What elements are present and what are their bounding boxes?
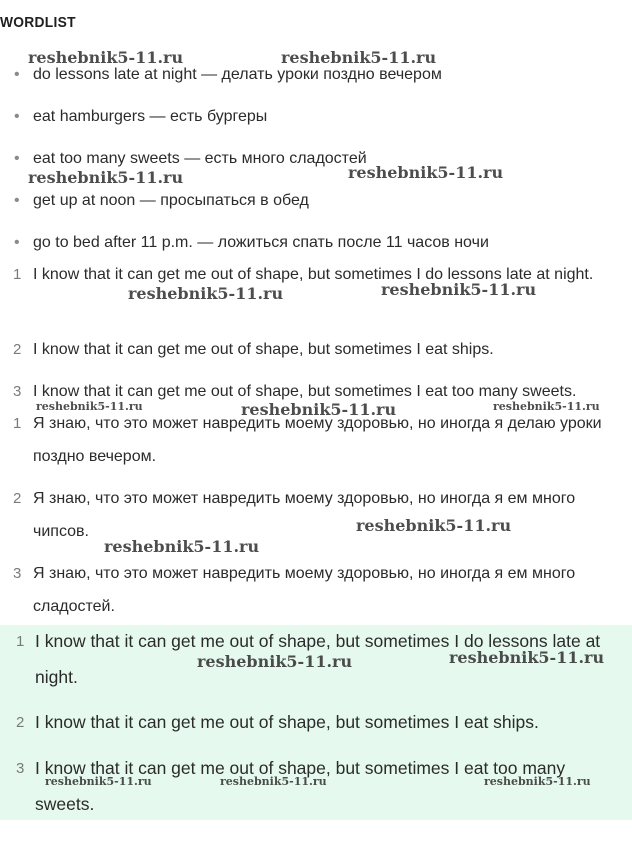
sentence-number: 2 xyxy=(16,714,25,731)
sentence-text: I know that it can get me out of shape, but sometimes I do lessons late at night. xyxy=(33,266,594,283)
sentence-text: Я знаю, что это может навредить моему здоровью, но иногда я делаю уроки поздно вечером. xyxy=(33,415,602,465)
watermark: reshebnik5-11.ru xyxy=(104,537,260,556)
sentence-number: 3 xyxy=(13,383,22,400)
sentence-text: Я знаю, что это может навредить моему здоровью, но иногда я ем много чипсов. xyxy=(33,490,576,540)
watermark: reshebnik5-11.ru xyxy=(220,775,327,788)
sentence-number: 1 xyxy=(13,266,22,283)
bullet-icon: • xyxy=(14,108,20,125)
sentence-text: I know that it can get me out of shape, but sometimes I eat ships. xyxy=(33,341,494,358)
sentence-number: 3 xyxy=(13,565,22,582)
watermark: reshebnik5-11.ru xyxy=(241,400,397,419)
bullet-icon: • xyxy=(14,192,20,209)
wordlist-item-text: get up at noon — просыпаться в обед xyxy=(33,192,309,209)
watermark: reshebnik5-11.ru xyxy=(45,775,152,788)
watermark: reshebnik5-11.ru xyxy=(128,284,284,303)
watermark: reshebnik5-11.ru xyxy=(356,516,512,535)
wordlist-item-text: go to bed after 11 p.m. — ложиться спать после 11 часов ночи xyxy=(33,234,489,251)
sentence-number: 3 xyxy=(16,760,25,777)
sentence-text: Я знаю, что это может навредить моему здоровью, но иногда я ем много сладостей. xyxy=(33,565,576,615)
bullet-icon: • xyxy=(14,150,20,167)
bullet-icon: • xyxy=(14,66,20,83)
sentence-text: I know that it can get me out of shape, but sometimes I eat too many sweets. xyxy=(33,383,577,400)
wordlist-heading: WORDLIST xyxy=(0,14,76,31)
watermark: reshebnik5-11.ru xyxy=(281,48,437,67)
sentence-text: I know that it can get me out of shape, but sometimes I eat too many sweets. xyxy=(35,758,566,814)
sentence-text: I know that it can get me out of shape, but sometimes I eat ships. xyxy=(35,712,539,732)
watermark: reshebnik5-11.ru xyxy=(36,400,143,413)
watermark: reshebnik5-11.ru xyxy=(381,280,537,299)
watermark: reshebnik5-11.ru xyxy=(197,652,353,671)
watermark: reshebnik5-11.ru xyxy=(28,48,184,67)
wordlist-item-text: eat hamburgers — есть бургеры xyxy=(33,108,268,125)
wordlist-item-text: do lessons late at night — делать уроки поздно вечером xyxy=(33,66,442,83)
watermark: reshebnik5-11.ru xyxy=(484,775,591,788)
sentence-number: 2 xyxy=(13,341,22,358)
sentence-number: 2 xyxy=(13,490,22,507)
watermark: reshebnik5-11.ru xyxy=(449,648,605,667)
watermark: reshebnik5-11.ru xyxy=(348,163,504,182)
bullet-icon: • xyxy=(14,234,20,251)
sentence-number: 1 xyxy=(16,633,25,650)
watermark: reshebnik5-11.ru xyxy=(28,168,184,187)
wordlist-item-text: eat too many sweets — есть много сладостей xyxy=(33,150,367,167)
watermark: reshebnik5-11.ru xyxy=(493,400,600,413)
sentence-number: 1 xyxy=(13,415,22,432)
sentence-text: I know that it can get me out of shape, but sometimes I do lessons late at night. xyxy=(35,631,601,687)
